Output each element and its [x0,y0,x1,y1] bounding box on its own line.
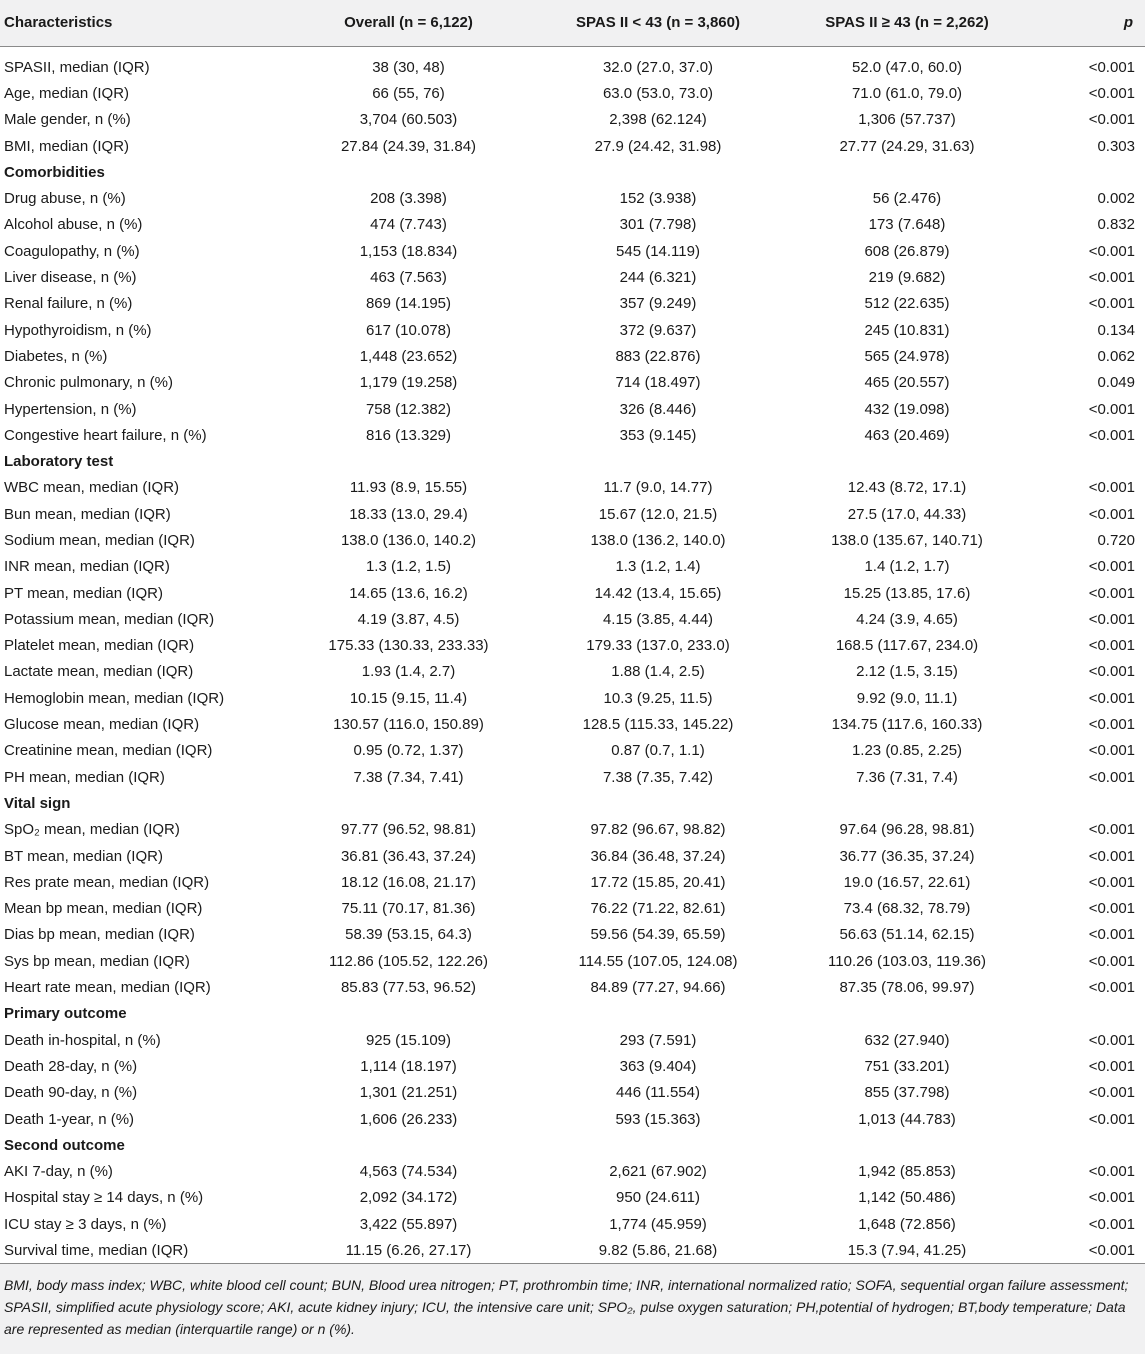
p-value: <0.001 [1088,952,1135,970]
spas-low-value: 9.82 (5.86, 21.68) [532,1237,784,1263]
overall-value: 463 (7.563) [370,269,447,287]
overall-value: 85.83 (77.53, 96.52) [340,979,477,997]
overall-value: 2,092 (34.172) [359,1189,458,1207]
spas-high-value: 855 (37.798) [864,1084,950,1102]
table-row [0,238,1145,264]
spas-high-value: 168.5 (117.67, 234.0) [835,637,979,655]
p-value: <0.001 [1030,1237,1145,1263]
table-row [0,527,1145,553]
spas-high-value: 1,142 (50.486) [858,1189,956,1207]
p-value: 0.049 [1097,374,1135,392]
p-value: <0.001 [1088,689,1135,707]
overall-value: 1,606 (26.233) [359,1110,458,1128]
p-value: 0.062 [1097,347,1135,365]
overall-value: 38 (30, 48) [372,58,445,76]
spas-low-value: 32.0 (27.0, 37.0) [602,58,714,76]
spas-low-value: 372 (9.637) [619,321,697,339]
spas-high-value: 245 (10.831) [864,321,950,339]
p-value: <0.001 [1088,584,1135,602]
table-row [0,291,1145,317]
table-row [0,1080,1145,1106]
row-label: Death 28-day, n (%) [4,1057,138,1075]
spas-high-value: 565 (24.978) [864,347,950,365]
row-label: SpO₂ mean, median (IQR) [4,821,180,839]
spas-low-value: 152 (3.938) [619,190,697,208]
spas-low-value: 114.55 (107.05, 124.08) [578,952,738,970]
p-value: <0.001 [1088,242,1135,260]
table-header [0,0,1145,46]
row-label: Hospital stay ≥ 14 days, n (%) [4,1189,204,1207]
spas-high-value: 97.64 (96.28, 98.81) [839,821,975,839]
spas-low-value: 36.84 (36.48, 37.24) [590,847,726,865]
p-value: 0.832 [1097,216,1135,234]
row-label: Bun mean, median (IQR) [4,505,171,523]
overall-value: 97.77 (96.52, 98.81) [340,821,477,839]
table-row [0,317,1145,343]
spas-high-value: 512 (22.635) [864,295,950,313]
overall-value: 1,448 (23.652) [359,347,458,365]
header-spas-low: SPAS II < 43 (n = 3,860) [532,0,784,46]
overall-value: 27.84 (24.39, 31.84) [340,137,477,155]
spas-low-value: 97.82 (96.67, 98.82) [590,821,726,839]
table-row [0,843,1145,869]
spacer-cell [0,46,1145,54]
spas-high-value: 465 (20.557) [864,374,950,392]
p-value: <0.001 [1088,1031,1135,1049]
table-row [0,659,1145,685]
p-value: <0.001 [1088,1084,1135,1102]
row-label: Platelet mean, median (IQR) [4,637,195,655]
row-label: SPASII, median (IQR) [4,58,150,76]
table-row [0,633,1145,659]
table-row [0,817,1145,843]
spas-low-value: 883 (22.876) [615,347,701,365]
spacer-row [0,46,1145,54]
row-label: Alcohol abuse, n (%) [4,216,143,234]
spas-high-value: 1.23 (0.85, 2.25) [851,742,963,760]
section-row [0,1001,1145,1027]
spas-low-value: 1.3 (1.2, 1.4) [615,558,701,576]
overall-value: 112.86 (105.52, 122.26) [328,952,489,970]
table-row [0,606,1145,632]
overall-value: 175.33 (130.33, 233.33) [328,637,489,655]
overall-value: 18.12 (16.08, 21.17) [340,873,477,891]
row-label: PH mean, median (IQR) [4,768,165,786]
overall-value: 10.15 (9.15, 11.4) [349,689,468,707]
spas-high-value: 7.36 (7.31, 7.4) [856,768,958,786]
spas-low-value: 2,621 (67.902) [609,1163,707,1181]
table-row [0,1027,1145,1053]
row-label: Heart rate mean, median (IQR) [4,979,211,997]
p-value: <0.001 [1088,873,1135,891]
overall-value: 75.11 (70.17, 81.36) [341,900,476,918]
table-row [0,185,1145,211]
p-value: <0.001 [1088,637,1135,655]
table-row [0,1185,1145,1211]
section-row [0,790,1145,816]
overall-value: 1,179 (19.258) [359,374,458,392]
spas-high-value: 173 (7.648) [868,216,946,234]
spas-low-value: 326 (8.446) [619,400,697,418]
p-value: <0.001 [1088,1110,1135,1128]
table-row [0,711,1145,737]
p-value: <0.001 [1088,400,1135,418]
section-row [0,448,1145,474]
table-row [0,1211,1145,1237]
spas-low-value: 10.3 (9.25, 11.5) [603,689,713,707]
header-p-value: p [1030,0,1145,46]
row-label: Death 90-day, n (%) [4,1084,138,1102]
overall-value: 66 (55, 76) [372,84,445,102]
table-body [0,46,1145,1264]
overall-value: 758 (12.382) [365,400,452,418]
table-row [0,422,1145,448]
p-value: <0.001 [1088,84,1135,102]
row-label: BT mean, median (IQR) [4,847,163,865]
spas-low-value: 353 (9.145) [619,426,697,444]
spas-low-value: 27.9 (24.42, 31.98) [594,137,722,155]
section-title: Primary outcome [4,1005,127,1023]
overall-value: 869 (14.195) [365,295,452,313]
row-label: Death in-hospital, n (%) [4,1031,161,1049]
spas-high-value: 56.63 (51.14, 62.15) [839,926,975,944]
spas-low-value: 7.38 (7.35, 7.42) [602,768,714,786]
table-row [0,1237,1145,1263]
table-row [0,580,1145,606]
overall-value: 4.19 (3.87, 4.5) [357,610,460,628]
p-value: <0.001 [1088,58,1135,76]
row-label: Sys bp mean, median (IQR) [4,952,190,970]
spas-high-value: 15.25 (13.85, 17.6) [843,584,971,602]
spas-low-value: 714 (18.497) [615,374,701,392]
table-row [0,554,1145,580]
row-label: BMI, median (IQR) [4,137,130,155]
p-value: 0.134 [1097,321,1135,339]
spas-low-value: 446 (11.554) [616,1084,700,1102]
spas-high-value: 2.12 (1.5, 3.15) [856,663,958,681]
spas-low-value: 0.87 (0.7, 1.1) [611,742,705,760]
table-row [0,133,1145,159]
spas-low-value: 84.89 (77.27, 94.66) [590,979,726,997]
overall-value: 4,563 (74.534) [359,1163,458,1181]
p-value: <0.001 [1088,610,1135,628]
row-label: Coagulopathy, n (%) [4,242,140,260]
table-row [0,107,1145,133]
p-value: <0.001 [1088,900,1135,918]
spas-low-value: 950 (24.611) [616,1189,700,1207]
table-row [0,1053,1145,1079]
table-row [0,896,1145,922]
spas-high-value: 15.3 (7.94, 41.25) [784,1237,1030,1263]
spas-high-value: 632 (27.940) [864,1031,950,1049]
row-label: Death 1-year, n (%) [4,1110,135,1128]
row-label: Liver disease, n (%) [4,269,137,287]
spas-high-value: 110.26 (103.03, 119.36) [828,952,986,970]
spas-high-value: 56 (2.476) [872,190,942,208]
overall-value: 14.65 (13.6, 16.2) [349,584,468,602]
overall-value: 7.38 (7.34, 7.41) [353,768,464,786]
row-label: Sodium mean, median (IQR) [4,531,195,549]
overall-value: 138.0 (136.0, 140.2) [340,531,477,549]
row-label: Chronic pulmonary, n (%) [4,374,173,392]
section-title: Laboratory test [4,453,114,471]
p-value: <0.001 [1088,269,1135,287]
overall-value: 36.81 (36.43, 37.24) [340,847,477,865]
row-label: INR mean, median (IQR) [4,558,170,576]
table-footnote: BMI, body mass index; WBC, white blood cell count; BUN, Blood urea nitrogen; PT, prothrombin time; INR, international normalized ratio; SOFA, sequential organ failure assessment; SPASII, simplified acute physiology score; AKI, acute kidney injury; ICU, the intensive care unit; SPO₂, pulse oxygen saturation; PH,potential of hydrogen; BT,body temperature; Data are represented as median (interquartile range) or n (%). [0,1264,1145,1354]
table-row [0,80,1145,106]
table-row [0,264,1145,290]
header-characteristics: Characteristics [0,0,285,46]
p-value: 0.303 [1097,137,1135,155]
spas-low-value: 4.15 (3.85, 4.44) [602,610,714,628]
spas-high-value: 36.77 (36.35, 37.24) [839,847,975,865]
p-value: <0.001 [1088,847,1135,865]
section-row [0,1132,1145,1158]
row-label: PT mean, median (IQR) [4,584,163,602]
section-title: Vital sign [4,794,71,812]
spas-high-value: 73.4 (68.32, 78.79) [843,900,971,918]
row-label: Renal failure, n (%) [4,295,133,313]
p-value: <0.001 [1088,1163,1135,1181]
spas-low-value: 76.22 (71.22, 82.61) [590,900,726,918]
row-label: Hypothyroidism, n (%) [4,321,152,339]
spas-high-value: 138.0 (135.67, 140.71) [831,531,983,549]
header-row [0,0,1145,46]
p-value: <0.001 [1088,426,1135,444]
overall-value: 130.57 (116.0, 150.89) [333,716,484,734]
p-value: <0.001 [1088,1215,1135,1233]
table-row [0,922,1145,948]
spas-high-value: 12.43 (8.72, 17.1) [847,479,967,497]
spas-low-value: 17.72 (15.85, 20.41) [590,873,726,891]
table-row [0,1106,1145,1132]
table-row [0,54,1145,80]
spas-low-value: 363 (9.404) [619,1057,697,1075]
row-label: ICU stay ≥ 3 days, n (%) [4,1215,167,1233]
spas-low-value: 545 (14.119) [616,242,700,260]
overall-value: 11.15 (6.26, 27.17) [285,1237,532,1263]
p-value: <0.001 [1088,663,1135,681]
p-value: <0.001 [1088,558,1135,576]
spas-high-value: 9.92 (9.0, 11.1) [856,689,958,707]
spas-high-value: 27.5 (17.0, 44.33) [847,505,967,523]
spas-high-value: 432 (19.098) [864,400,950,418]
p-value: <0.001 [1088,505,1135,523]
header-overall: Overall (n = 6,122) [285,0,532,46]
spas-high-value: 608 (26.879) [864,242,950,260]
spas-low-value: 15.67 (12.0, 21.5) [598,505,718,523]
overall-value: 474 (7.743) [370,216,447,234]
spas-low-value: 357 (9.249) [619,295,697,313]
overall-value: 816 (13.329) [365,426,452,444]
row-label: Diabetes, n (%) [4,347,108,365]
row-label: Potassium mean, median (IQR) [4,610,215,628]
spas-low-value: 14.42 (13.4, 15.65) [594,584,722,602]
spas-low-value: 128.5 (115.33, 145.22) [582,716,734,734]
table-row [0,974,1145,1000]
spas-low-value: 593 (15.363) [615,1110,701,1128]
spas-low-value: 11.7 (9.0, 14.77) [603,479,713,497]
spas-low-value: 63.0 (53.0, 73.0) [602,84,714,102]
row-label: WBC mean, median (IQR) [4,479,180,497]
table-row [0,764,1145,790]
overall-value: 18.33 (13.0, 29.4) [349,505,468,523]
overall-value: 0.95 (0.72, 1.37) [353,742,464,760]
overall-value: 3,422 (55.897) [359,1215,458,1233]
spas-low-value: 179.33 (137.0, 233.0) [586,637,730,655]
spas-low-value: 59.56 (54.39, 65.59) [590,926,726,944]
overall-value: 208 (3.398) [370,190,447,208]
table-row [0,501,1145,527]
spas-low-value: 244 (6.321) [619,269,697,287]
row-label: Mean bp mean, median (IQR) [4,900,203,918]
p-value: <0.001 [1088,716,1135,734]
p-value: <0.001 [1088,295,1135,313]
p-value: 0.720 [1097,531,1135,549]
spas-high-value: 27.77 (24.29, 31.63) [839,137,975,155]
row-label: Congestive heart failure, n (%) [4,426,207,444]
table-row [0,343,1145,369]
p-value: <0.001 [1088,479,1135,497]
spas-high-value: 52.0 (47.0, 60.0) [851,58,963,76]
p-value: <0.001 [1088,742,1135,760]
spas-high-value: 134.75 (117.6, 160.33) [831,716,983,734]
spas-low-value: 1,774 (45.959) [609,1215,707,1233]
row-label: Male gender, n (%) [4,111,131,129]
p-value: <0.001 [1088,111,1135,129]
row-label: Dias bp mean, median (IQR) [4,926,195,944]
spas-high-value: 1,306 (57.737) [858,111,956,129]
spas-high-value: 219 (9.682) [868,269,946,287]
section-title: Second outcome [4,1136,125,1154]
p-value: <0.001 [1088,1189,1135,1207]
table-row [0,685,1145,711]
spas-high-value: 463 (20.469) [864,426,950,444]
row-label: Hypertension, n (%) [4,400,137,418]
spas-high-value: 4.24 (3.9, 4.65) [856,610,958,628]
table-row [0,475,1145,501]
header-spas-high: SPAS II ≥ 43 (n = 2,262) [784,0,1030,46]
overall-value: 1.93 (1.4, 2.7) [361,663,456,681]
section-row [0,159,1145,185]
spas-low-value: 138.0 (136.2, 140.0) [590,531,726,549]
spas-high-value: 19.0 (16.57, 22.61) [843,873,971,891]
row-label: Res prate mean, median (IQR) [4,873,210,891]
overall-value: 1.3 (1.2, 1.5) [365,558,452,576]
overall-value: 925 (15.109) [365,1031,452,1049]
row-label: Drug abuse, n (%) [4,190,126,208]
row-label: Hemoglobin mean, median (IQR) [4,689,225,707]
overall-value: 1,114 (18.197) [360,1057,457,1075]
p-value: <0.001 [1088,979,1135,997]
row-label: AKI 7-day, n (%) [4,1163,113,1181]
spas-low-value: 293 (7.591) [619,1031,697,1049]
table-row [0,396,1145,422]
p-value: <0.001 [1088,1057,1135,1075]
table-row [0,738,1145,764]
spas-high-value: 1,013 (44.783) [858,1110,956,1128]
row-label: Survival time, median (IQR) [0,1237,285,1263]
spas-high-value: 1.4 (1.2, 1.7) [864,558,950,576]
section-title: Comorbidities [4,163,105,181]
spas-low-value: 301 (7.798) [619,216,697,234]
spas-high-value: 71.0 (61.0, 79.0) [851,84,963,102]
row-label: Creatinine mean, median (IQR) [4,742,213,760]
spas-high-value: 751 (33.201) [864,1057,950,1075]
overall-value: 617 (10.078) [365,321,452,339]
spas-high-value: 1,648 (72.856) [858,1215,956,1233]
overall-value: 3,704 (60.503) [359,111,458,129]
p-value: <0.001 [1088,768,1135,786]
spas-high-value: 1,942 (85.853) [858,1163,956,1181]
row-label: Glucose mean, median (IQR) [4,716,200,734]
table-row [0,869,1145,895]
table-row [0,212,1145,238]
spas-low-value: 1.88 (1.4, 2.5) [611,663,705,681]
table-row [0,370,1145,396]
overall-value: 1,153 (18.834) [359,242,458,260]
p-value: 0.002 [1097,190,1135,208]
spas-high-value: 87.35 (78.06, 99.97) [839,979,975,997]
overall-value: 11.93 (8.9, 15.55) [349,479,468,497]
spas-low-value: 2,398 (62.124) [609,111,707,129]
overall-value: 1,301 (21.251) [359,1084,458,1102]
overall-value: 58.39 (53.15, 64.3) [345,926,472,944]
row-label: Lactate mean, median (IQR) [4,663,194,681]
p-value: <0.001 [1088,926,1135,944]
p-value: <0.001 [1088,821,1135,839]
row-label: Age, median (IQR) [4,84,130,102]
table-row [0,1158,1145,1184]
table-row [0,948,1145,974]
